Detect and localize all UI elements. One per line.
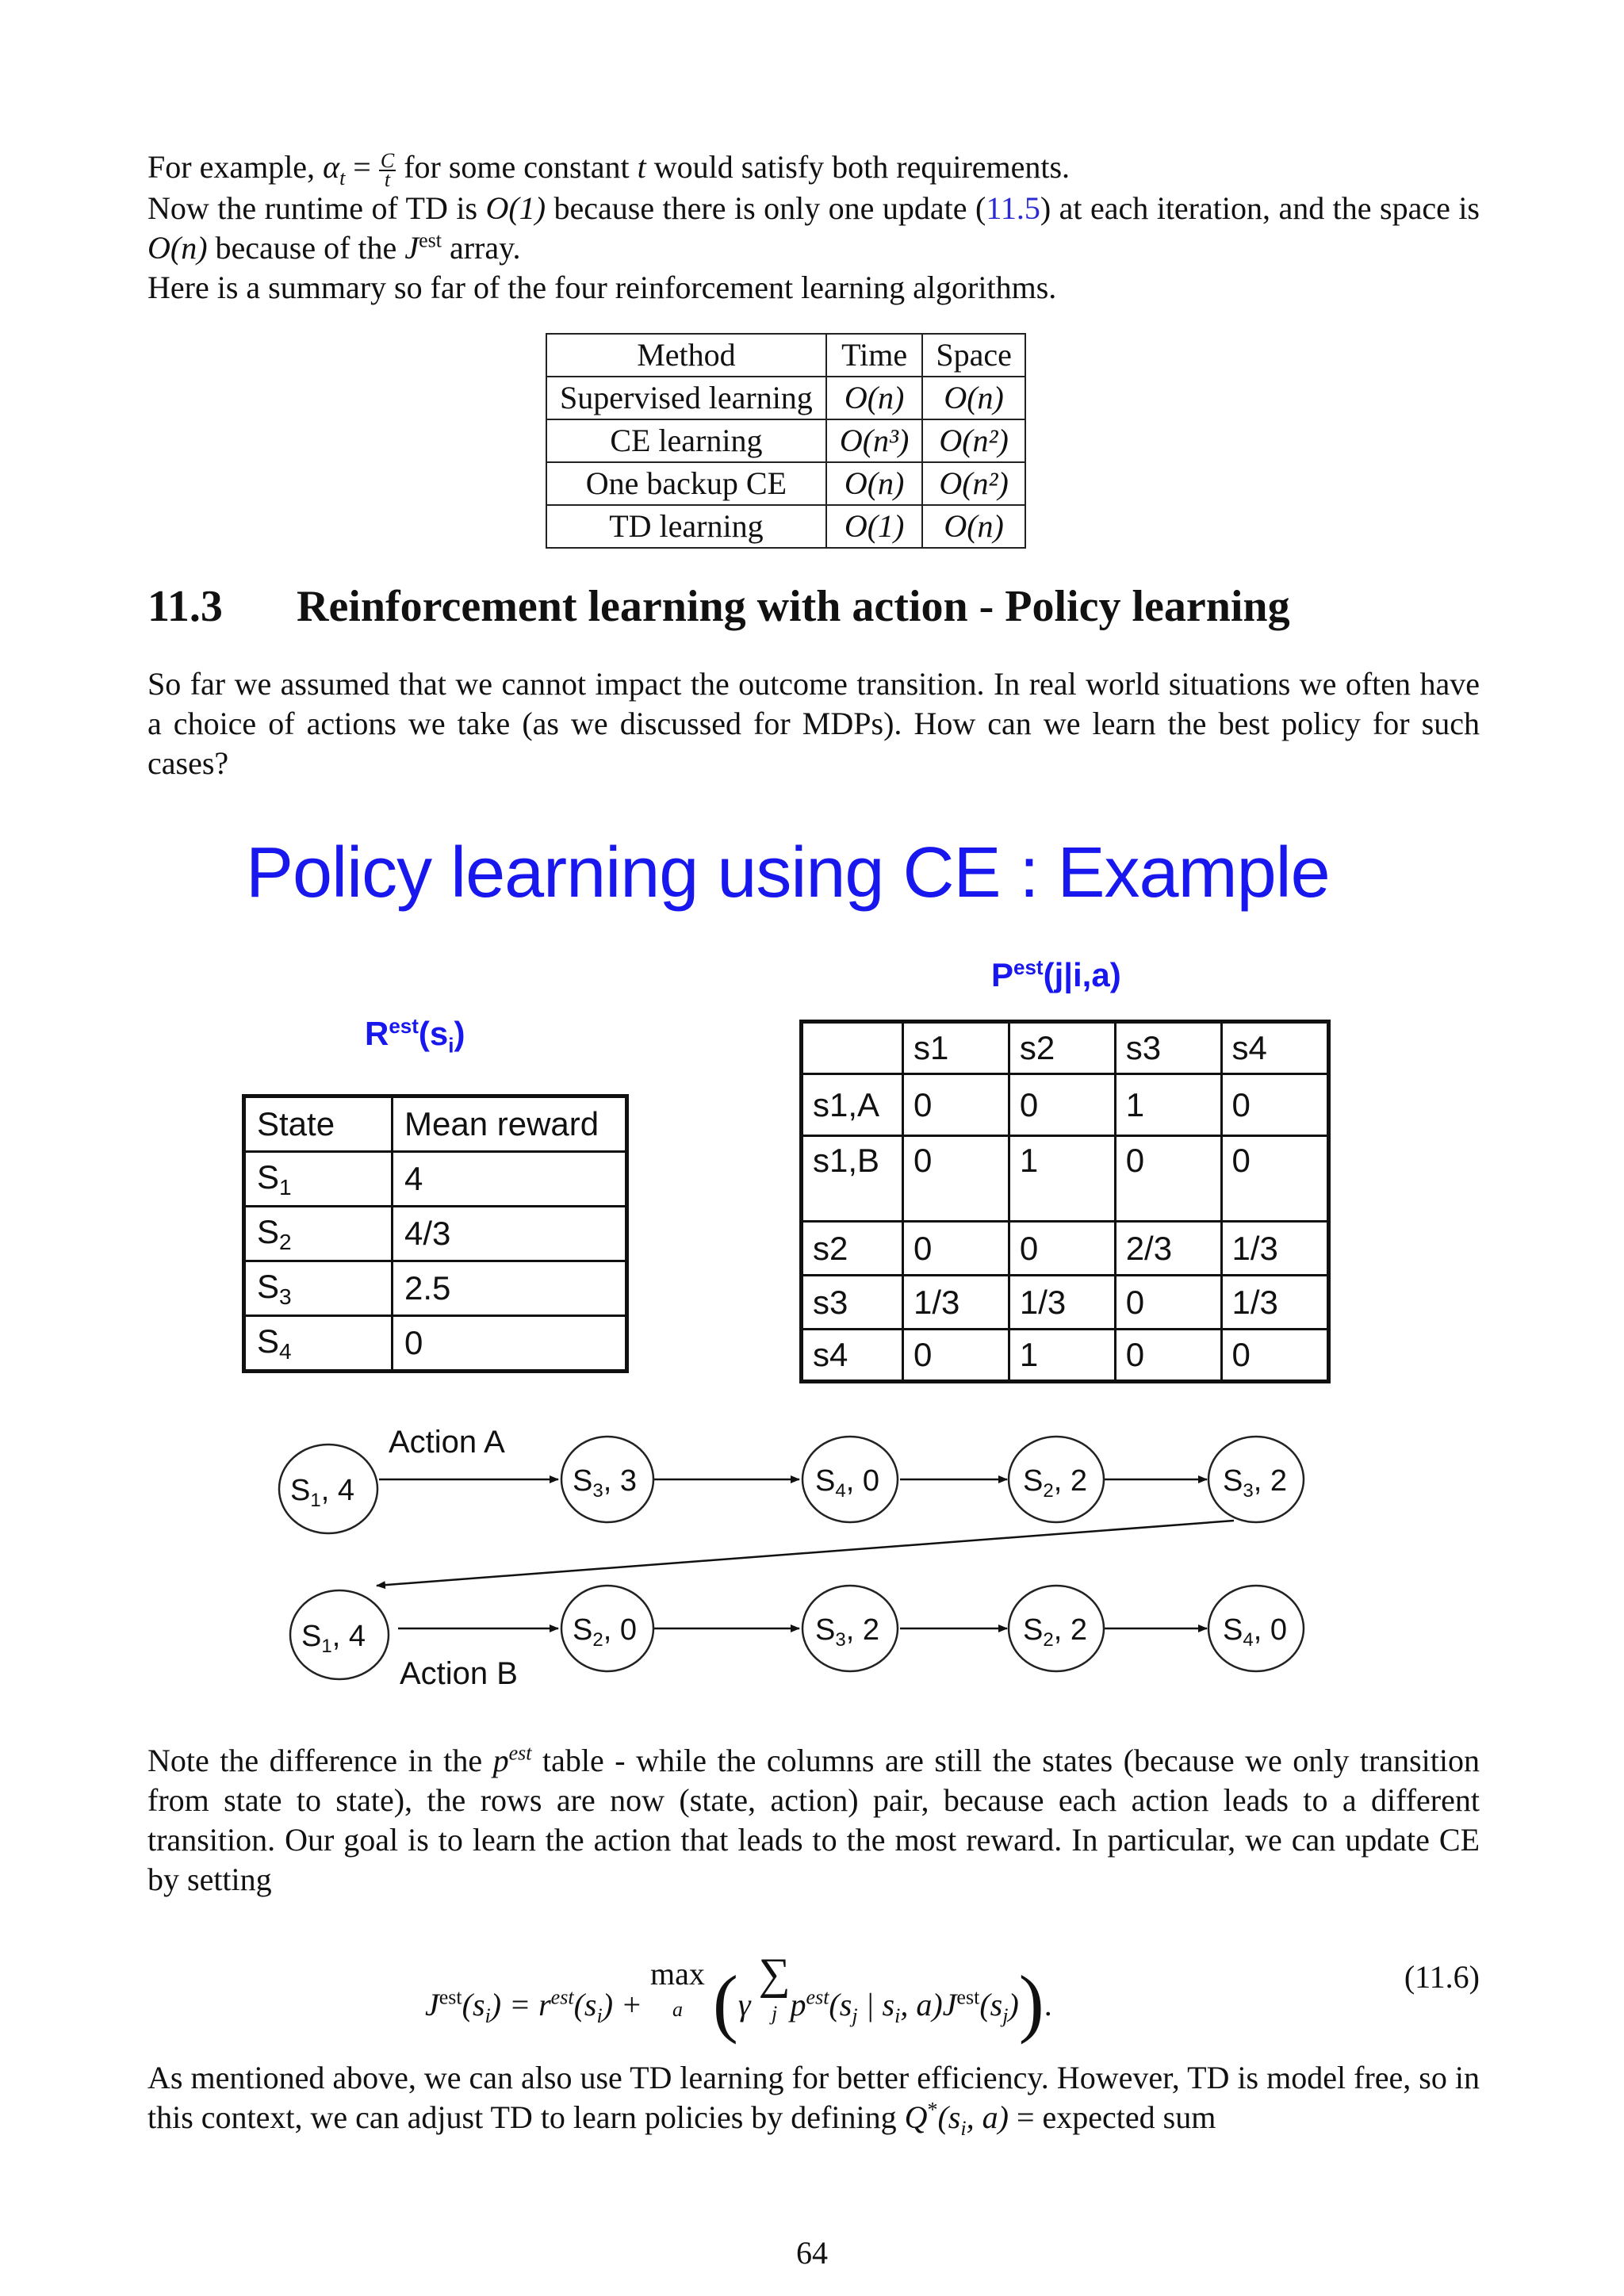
text-run: would satisfy both requirements. xyxy=(645,149,1071,185)
row-label: s1,A xyxy=(802,1074,903,1136)
cell-space: O(n²) xyxy=(922,462,1025,505)
label-arg: (s xyxy=(418,1015,449,1052)
label-main: R xyxy=(365,1015,389,1052)
cell-space: O(n) xyxy=(922,505,1025,548)
paragraph-2 xyxy=(147,1741,1480,1900)
action-a-label: Action A xyxy=(389,1425,505,1460)
state-subscript: 1 xyxy=(279,1174,292,1200)
label-superscript: est xyxy=(389,1014,419,1038)
math-arg: , a) xyxy=(966,2099,1009,2135)
sum-operator: ∑ xyxy=(758,1950,791,1999)
state-node xyxy=(802,1437,898,1522)
text-run: because there is only one update ( xyxy=(546,189,986,226)
max-subscript: a xyxy=(672,1998,683,2021)
state-node xyxy=(279,1445,377,1533)
text-run: table - while the columns are still the states (because we only transition from state to state), the rows are now (state, action) pair, because each action leads to a different transition. Our goal is to learn the action that leads to the most reward. In particular, we can update CE by setting xyxy=(147,1743,1480,1897)
prob-cell: 1/3 xyxy=(1221,1276,1328,1330)
cell-space: O(n²) xyxy=(922,419,1025,462)
label-arg: (j|i,a) xyxy=(1043,956,1121,993)
eq-arg: (s xyxy=(829,1987,852,2022)
text-run: array. xyxy=(441,229,521,266)
svg-text:S1, 4: $S_1$, 4 xyxy=(301,1620,366,1657)
paragraph-3 xyxy=(147,2058,1480,2140)
cell-method: Supervised learning xyxy=(546,377,826,419)
prob-cell: 1 xyxy=(1009,1330,1115,1382)
eq-arg: (s xyxy=(573,1987,597,2022)
equation-number: (11.6) xyxy=(1404,1959,1480,1995)
header-s3: s3 xyxy=(1115,1022,1221,1074)
svg-text:S4, 0: $S_4$, 0 xyxy=(1223,1613,1287,1651)
cell-method: One backup CE xyxy=(546,462,826,505)
text-run: Now the runtime of TD is xyxy=(147,189,486,226)
prob-cell: 1 xyxy=(1115,1074,1221,1136)
eq-sum xyxy=(758,1950,791,2030)
sum-subscript: j xyxy=(771,2002,778,2025)
text-run: ) at each iteration, and the space is xyxy=(1040,189,1480,226)
prob-cell: 0 xyxy=(1009,1222,1115,1276)
cell-time: O(n) xyxy=(826,462,923,505)
eq-sup: est xyxy=(439,1985,462,2009)
eq-sup: est xyxy=(806,1985,829,2009)
math-p: p xyxy=(492,1743,509,1778)
state-subscript: 3 xyxy=(279,1284,292,1309)
paragraph-text xyxy=(147,1741,1480,1900)
paragraph-text xyxy=(147,2058,1480,2140)
superscript: est xyxy=(419,228,442,252)
state-letter: S xyxy=(257,1158,280,1196)
prob-cell: 0 xyxy=(1221,1074,1328,1136)
state-node xyxy=(1009,1586,1104,1671)
equals-sign: = xyxy=(345,149,379,185)
label-superscript: est xyxy=(1013,955,1044,979)
section-number: 11.3 xyxy=(147,582,223,631)
superscript: est xyxy=(508,1741,532,1765)
svg-text:S3, 3: $S_3$, 3 xyxy=(573,1464,637,1502)
eq-part: ) xyxy=(1008,1987,1019,2022)
row-label: s4 xyxy=(802,1330,903,1382)
section-title: Reinforcement learning with action - Policy learning xyxy=(297,582,1290,631)
eq-part: ) + xyxy=(602,1987,650,2022)
eq-j: J xyxy=(425,1987,439,2022)
row-label: s2 xyxy=(802,1222,903,1276)
left-paren: ( xyxy=(712,1960,738,2045)
row-label: s3 xyxy=(802,1276,903,1330)
prob-cell: 2/3 xyxy=(1115,1222,1221,1276)
svg-text:S2, 2: $S_2$, 2 xyxy=(1023,1464,1087,1502)
header-space: Space xyxy=(922,334,1025,377)
state-subscript: 2 xyxy=(279,1229,292,1254)
eq-p: p xyxy=(790,1987,806,2022)
math-o1: O(1) xyxy=(485,189,546,226)
state-letter: S xyxy=(257,1267,280,1305)
state-letter: S xyxy=(257,1322,280,1360)
state-subscript: 4 xyxy=(279,1338,292,1364)
svg-text:S2, 2: $S_2$, 2 xyxy=(1023,1613,1087,1651)
state-node xyxy=(1208,1586,1304,1671)
prob-cell: 0 xyxy=(1009,1074,1115,1136)
reward-value: 0 xyxy=(393,1316,627,1372)
action-b-label: Action B xyxy=(400,1656,518,1691)
header-s1: s1 xyxy=(903,1022,1009,1074)
header-method: Method xyxy=(546,334,826,377)
prob-cell: 0 xyxy=(903,1222,1009,1276)
svg-text:S1, 4: $S_1$, 4 xyxy=(290,1474,354,1511)
svg-text:S3, 2: $S_3$, 2 xyxy=(815,1613,879,1651)
eq-part: | s xyxy=(857,1987,895,2022)
state-node xyxy=(561,1437,653,1522)
cell-method: CE learning xyxy=(546,419,826,462)
subscript: i xyxy=(960,2117,967,2140)
eq-part: , a)J xyxy=(900,1987,957,2022)
prob-cell: 1/3 xyxy=(1221,1222,1328,1276)
prob-cell: 0 xyxy=(1221,1330,1328,1382)
eq-part: ) = r xyxy=(490,1987,551,2022)
prob-cell: 0 xyxy=(903,1330,1009,1382)
state-node xyxy=(1009,1437,1104,1522)
prob-cell: 1 xyxy=(1009,1136,1115,1222)
label-end: ) xyxy=(454,1015,465,1052)
prob-cell: 0 xyxy=(1115,1136,1221,1222)
prob-cell: 0 xyxy=(903,1074,1009,1136)
text-run: Note the difference in the xyxy=(147,1743,493,1778)
text-run: = expected sum xyxy=(1008,2099,1216,2135)
text-run: for some constant xyxy=(396,149,638,185)
math-on: O(n) xyxy=(147,229,208,266)
math-t: t xyxy=(637,149,646,185)
header-s4: s4 xyxy=(1221,1022,1328,1074)
header-mean-reward: Mean reward xyxy=(393,1096,627,1152)
eq-period: . xyxy=(1044,1987,1052,2022)
cell-time: O(n³) xyxy=(826,419,923,462)
equation-body xyxy=(425,1950,1052,2046)
prob-cell: 0 xyxy=(1115,1330,1221,1382)
page-number: 64 xyxy=(796,2235,828,2271)
equation-reference-link[interactable]: 11.5 xyxy=(986,189,1040,226)
eq-sup: est xyxy=(550,1985,574,2009)
slide-title: Policy learning using CE : Example xyxy=(246,833,1330,913)
fraction-numerator: C xyxy=(380,148,395,172)
equation-11-6 xyxy=(147,1927,1480,2045)
label-subscript: i xyxy=(448,1033,454,1058)
eq-gamma: γ xyxy=(737,1987,751,2022)
state-node xyxy=(802,1586,898,1671)
reward-value: 2.5 xyxy=(393,1261,627,1316)
paragraph-text: So far we assumed that we cannot impact the outcome transition. In real world situations we often have a choice of actions we take (as we discussed for MDPs). How can we learn the best policy for such cases? xyxy=(147,666,1480,781)
row-label: s1,B xyxy=(802,1136,903,1222)
eq-sub: i xyxy=(596,2004,603,2027)
text-run: For example, xyxy=(147,149,324,185)
header-state: State xyxy=(244,1096,393,1152)
math-q: Q xyxy=(904,2099,928,2135)
eq-sup: est xyxy=(956,1985,980,2009)
header-time: Time xyxy=(826,334,923,377)
state-node xyxy=(561,1586,653,1671)
alpha-subscript: t xyxy=(339,166,346,189)
svg-text:S4, 0: $S_4$, 0 xyxy=(815,1464,879,1502)
prob-cell: 0 xyxy=(1221,1136,1328,1222)
eq-arg: (s xyxy=(979,1987,1003,2022)
eq-max xyxy=(650,1958,705,2026)
eq-arg: (s xyxy=(462,1987,485,2022)
state-node xyxy=(290,1590,389,1679)
svg-text:S2, 0: $S_2$, 0 xyxy=(573,1613,637,1651)
prob-cell: 1/3 xyxy=(1009,1276,1115,1330)
text-run: because of the xyxy=(207,229,405,266)
reward-value: 4/3 xyxy=(393,1207,627,1261)
max-operator: max xyxy=(650,1956,705,1992)
cell-method: TD learning xyxy=(546,505,826,548)
svg-text:S3, 2: $S_3$, 2 xyxy=(1223,1464,1287,1502)
math-arg: (s xyxy=(937,2099,961,2135)
eq-sub: j xyxy=(1002,2004,1009,2027)
cell-time: O(n) xyxy=(826,377,923,419)
prob-cell: 0 xyxy=(903,1136,1009,1222)
superscript: * xyxy=(927,2098,938,2122)
header-s2: s2 xyxy=(1009,1022,1115,1074)
cell-space: O(n) xyxy=(922,377,1025,419)
reward-value: 4 xyxy=(393,1152,627,1207)
state-letter: S xyxy=(257,1212,280,1250)
cell-time: O(1) xyxy=(826,505,923,548)
eq-sub: i xyxy=(894,2004,901,2027)
fraction-denominator: t xyxy=(384,167,391,191)
eq-sub: i xyxy=(485,2004,491,2027)
prob-cell: 1/3 xyxy=(903,1276,1009,1330)
prob-cell: 0 xyxy=(1115,1276,1221,1330)
eq-sub: j xyxy=(852,2004,858,2027)
alpha-symbol: α xyxy=(323,149,340,185)
state-node xyxy=(1208,1437,1304,1522)
right-paren: ) xyxy=(1018,1960,1044,2045)
text-run: As mentioned above, we can also use TD learning for better efficiency. However, TD is model free, so in this context, we can adjust TD to learn policies by defining xyxy=(147,2060,1480,2135)
label-main: P xyxy=(991,956,1014,993)
return-arrow xyxy=(377,1521,1234,1586)
intro-line-3: Here is a summary so far of the four reinforcement learning algorithms. xyxy=(147,269,1057,305)
math-j: J xyxy=(404,229,419,266)
